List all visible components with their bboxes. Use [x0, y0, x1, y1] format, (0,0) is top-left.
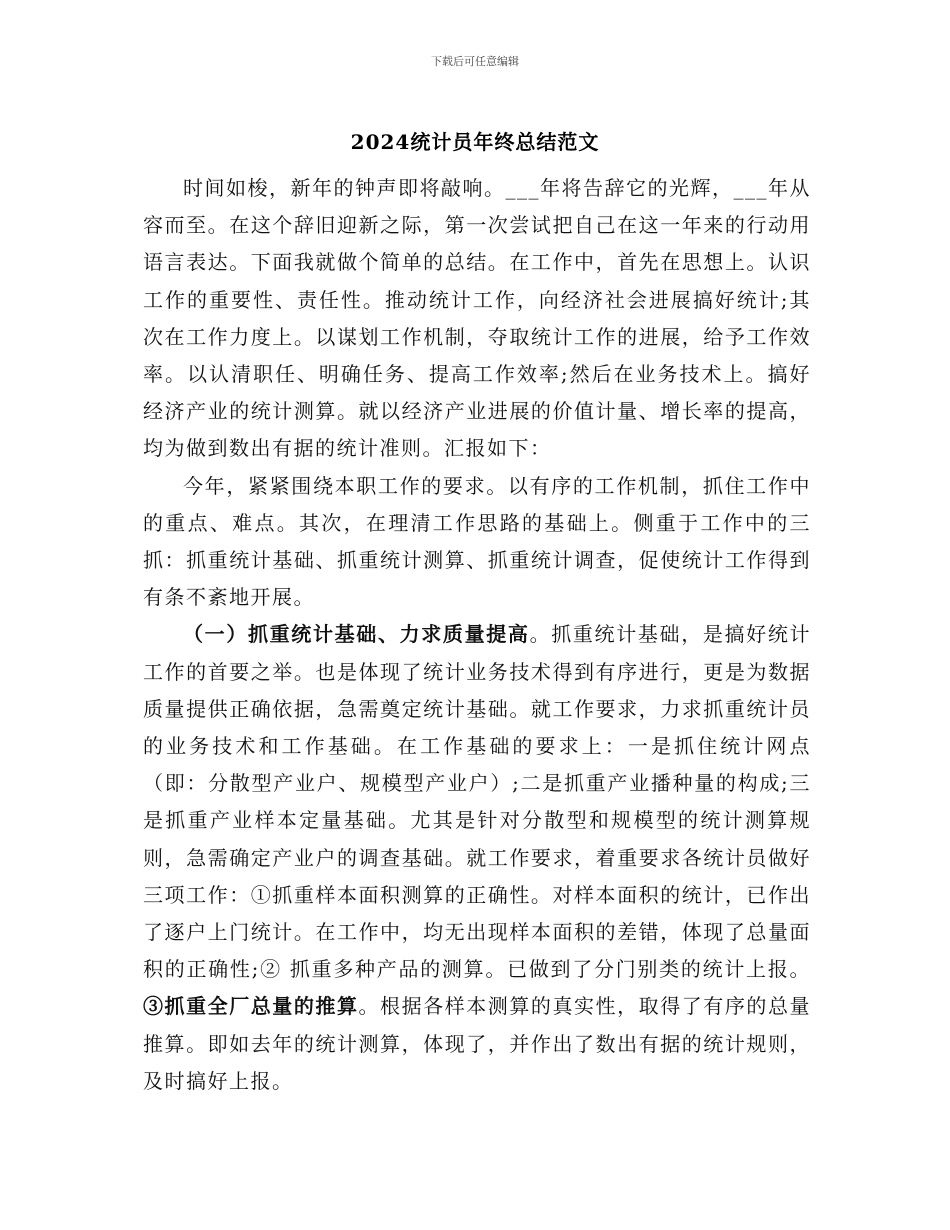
section-one-text-a: 。抓重统计基础，是搞好统计工作的首要之举。也是体现了统计业务技术得到有序进行，更是为数据质量提供正确依据，急需奠定统计基础。就工作要求，力求抓重统计员的业务技术和工作基础。在工作基础的要求上：一是抓住统计网点（即：分散型产业户、规模型产业户）;二是抓重产业播种量的构成;三是抓重产业样本定量基础。尤其是针对分散型和规模型的统计测算规则，急需确定产业户的调查基础。就工作要求，着重要求各统计员做好三项工作：①抓重样本面积测算的正确性。对样本面积的统计，已作出了逐户上门统计。在工作中，均无出现样本面积的差错，体现了总量面积的正确性;② 抓重多种产品的测算。已做到了分门别类的统计上报。 [143, 622, 812, 982]
section-one-heading: （一）抓重统计基础、力求质量提高 [183, 622, 530, 647]
document-body [143, 170, 811, 1100]
paragraph-intro: 时间如梭，新年的钟声即将敲响。___年将告辞它的光辉，___年从容而至。在这个辞旧迎新之际，第一次尝试把自己在这一年来的行动用语言表达。下面我就做个简单的总结。在工作中，首先在思想上。认识工作的重要性、责任性。推动统计工作，向经济社会进展搞好统计;其次在工作力度上。以谋划工作机制，夺取统计工作的进展，给予工作效率。以认清职任、明确任务、提高工作效率;然后在业务技术上。搞好经济产业的统计测算。就以经济产业进展的价值计量、增长率的提高，均为做到数出有据的统计准则。汇报如下： [143, 176, 811, 461]
document-title: 2024统计员年终总结范文 [350, 130, 600, 154]
paragraph-overview: 今年，紧紧围绕本职工作的要求。以有序的工作机制，抓住工作中的重点、难点。其次，在理清工作思路的基础上。侧重于工作中的三抓：抓重统计基础、抓重统计测算、抓重统计调查，促使统计工作得到有条不紊地开展。 [143, 473, 811, 610]
paragraph-section-one [143, 616, 811, 1100]
page-header-note: 下载后可任意编辑 [431, 55, 519, 68]
section-one-subheading: ③抓重全厂总量的推算 [143, 994, 359, 1019]
section-one-text-b: 。根据各样本测算的真实性，取得了有序的总量推算。即如去年的统计测算，体现了，并作出了数出有据的统计规则，及时搞好上报。 [143, 994, 811, 1093]
